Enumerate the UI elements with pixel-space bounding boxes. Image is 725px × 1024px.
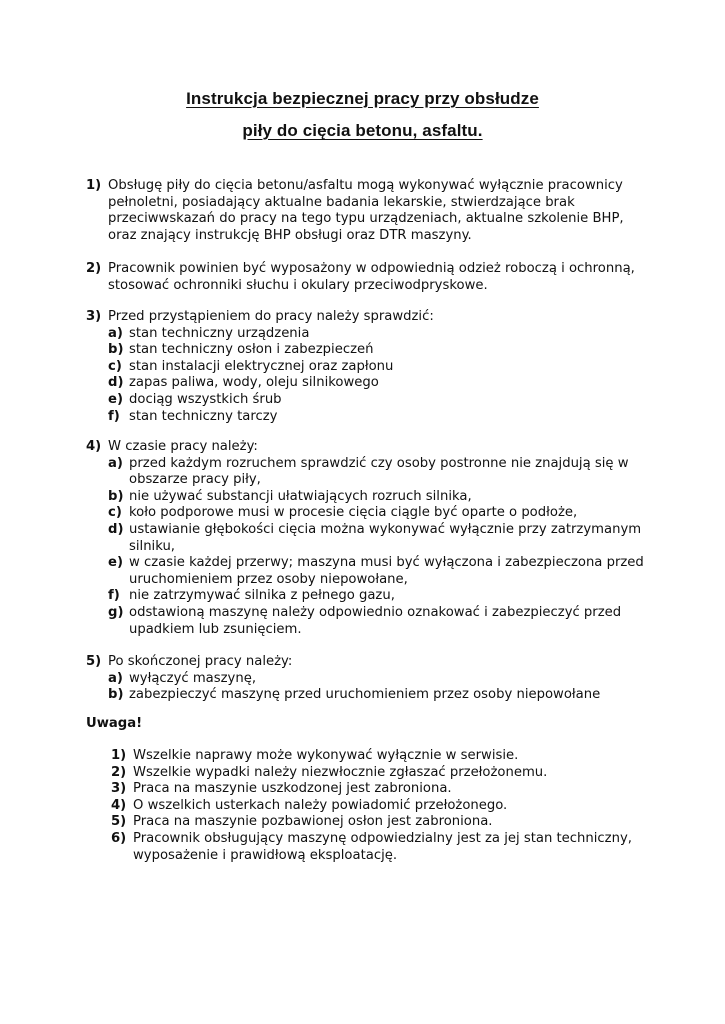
item-text: Przed przystąpieniem do pracy należy sprawdzić:: [108, 309, 434, 324]
sub-item-text: zapas paliwa, wody, oleju silnikowego: [129, 375, 379, 391]
note-text: Wszelkie naprawy może wykonywać wyłącznie w serwisie.: [133, 748, 519, 763]
sub-item-text: stan techniczny osłon i zabezpieczeń: [129, 342, 374, 358]
sub-item-letter: d): [108, 521, 124, 537]
note-text: Praca na maszynie uszkodzonej jest zabroniona.: [133, 781, 452, 797]
sub-item-text: dociąg wszystkich śrub: [129, 391, 282, 407]
item-text: Obsługę piły do cięcia betonu/asfaltu mogą wykonywać wyłącznie pracownicy pełnoletni, posiadający aktualne badania lekarskie, stwierdzające brak przeciwwskazań do pracy na tego typu urządzeniach, aktualne szkolenie BHP, oraz znający instrukcję BHP obsługi oraz DTR maszyny.: [108, 178, 624, 243]
sub-item-letter: a): [108, 455, 123, 471]
sub-item-text: odstawioną maszynę należy odpowiednio oznakować i zabezpieczyć przed upadkiem lub zsunięciem.: [129, 604, 622, 637]
note-number: 2): [111, 764, 127, 780]
instruction-item-4: [86, 439, 656, 638]
warning-note: [111, 798, 651, 815]
sub-item-letter: a): [108, 670, 123, 686]
sub-item-letter: g): [108, 604, 124, 620]
sub-item: [108, 359, 656, 376]
item-number: 4): [86, 439, 102, 454]
instruction-item-2: [86, 261, 656, 294]
note-number: 1): [111, 748, 127, 763]
sub-item: [108, 342, 656, 359]
instruction-item-1: [86, 178, 656, 244]
sub-item-text: stan techniczny urządzenia: [129, 325, 310, 341]
sub-item-letter: b): [108, 687, 124, 703]
item-number: 2): [86, 261, 102, 276]
warning-heading: Uwaga!: [86, 716, 143, 731]
warning-note: [111, 814, 651, 831]
note-text: O wszelkich usterkach należy powiadomić przełożonego.: [133, 797, 508, 813]
sub-item-letter: c): [108, 358, 122, 374]
item-number: 1): [86, 178, 102, 193]
sub-item-text: nie używać substancji ułatwiających rozruch silnika,: [129, 488, 472, 504]
item-text: Pracownik powinien być wyposażony w odpowiednią odzież roboczą i ochronną, stosować ochronniki słuchu i okulary przeciwodpryskowe.: [108, 261, 635, 293]
warning-note: [111, 831, 651, 864]
sub-item-letter: e): [108, 391, 123, 407]
sub-item: [108, 687, 656, 704]
item-number: 3): [86, 309, 102, 324]
sub-item-letter: f): [108, 408, 120, 424]
sub-item-text: w czasie każdej przerwy; maszyna musi być wyłączona i zabezpieczona przed uruchomieniem przez osoby niepowołane,: [129, 555, 644, 587]
sub-item: [108, 456, 656, 489]
note-number: 5): [111, 814, 127, 830]
sub-item: [108, 671, 656, 688]
note-text: Praca na maszynie pozbawionej osłon jest zabroniona.: [133, 814, 493, 830]
sub-item-letter: f): [108, 588, 120, 604]
sub-item-letter: c): [108, 505, 122, 521]
sub-item-letter: b): [108, 342, 124, 358]
sub-item-text: zabezpieczyć maszynę przed uruchomieniem przez osoby niepowołane: [129, 687, 601, 703]
warning-note: [111, 765, 651, 782]
sub-item-letter: d): [108, 375, 124, 391]
sub-item: [108, 555, 656, 588]
item-text: W czasie pracy należy:: [108, 439, 258, 454]
warning-note: [111, 748, 651, 765]
sub-item: [108, 375, 656, 392]
sub-item-text: koło podporowe musi w procesie cięcia ciągle być oparte o podłoże,: [129, 505, 578, 521]
sub-item: [108, 588, 656, 605]
sub-item: [108, 326, 656, 343]
note-text: Wszelkie wypadki należy niezwłocznie zgłaszać przełożonemu.: [133, 764, 548, 780]
document-title-line-2: piły do cięcia betonu, asfaltu.: [242, 121, 483, 140]
sub-item-letter: a): [108, 325, 123, 341]
sub-item: [108, 605, 656, 638]
note-number: 3): [111, 781, 127, 797]
note-number: 6): [111, 830, 127, 846]
instruction-item-5: [86, 654, 656, 704]
warning-note: [111, 781, 651, 798]
document-title-line-1: Instrukcja bezpiecznej pracy przy obsłudze: [186, 89, 539, 108]
sub-item-text: stan instalacji elektrycznej oraz zapłonu: [129, 358, 394, 374]
sub-item: [108, 489, 656, 506]
sub-item: [108, 392, 656, 409]
sub-item-text: ustawianie głębokości cięcia można wykonywać wyłącznie przy zatrzymanym silniku,: [129, 521, 642, 554]
sub-item-text: nie zatrzymywać silnika z pełnego gazu,: [129, 588, 395, 604]
sub-item-text: przed każdym rozruchem sprawdzić czy osoby postronne nie znajdują się w obszarze pracy piły,: [129, 455, 629, 488]
sub-item: [108, 409, 656, 426]
sub-item-letter: b): [108, 488, 124, 504]
sub-item-letter: e): [108, 555, 123, 571]
item-number: 5): [86, 654, 102, 669]
warning-notes-list: [111, 748, 651, 864]
sub-item-text: stan techniczny tarczy: [129, 408, 278, 424]
sub-item-text: wyłączyć maszynę,: [129, 670, 257, 686]
item-text: Po skończonej pracy należy:: [108, 654, 293, 669]
note-text: Pracownik obsługujący maszynę odpowiedzialny jest za jej stan techniczny, wyposażenie i prawidłową eksploatację.: [133, 830, 632, 863]
note-number: 4): [111, 797, 127, 813]
instruction-item-3: [86, 309, 656, 425]
sub-item: [108, 505, 656, 522]
sub-item: [108, 522, 656, 555]
